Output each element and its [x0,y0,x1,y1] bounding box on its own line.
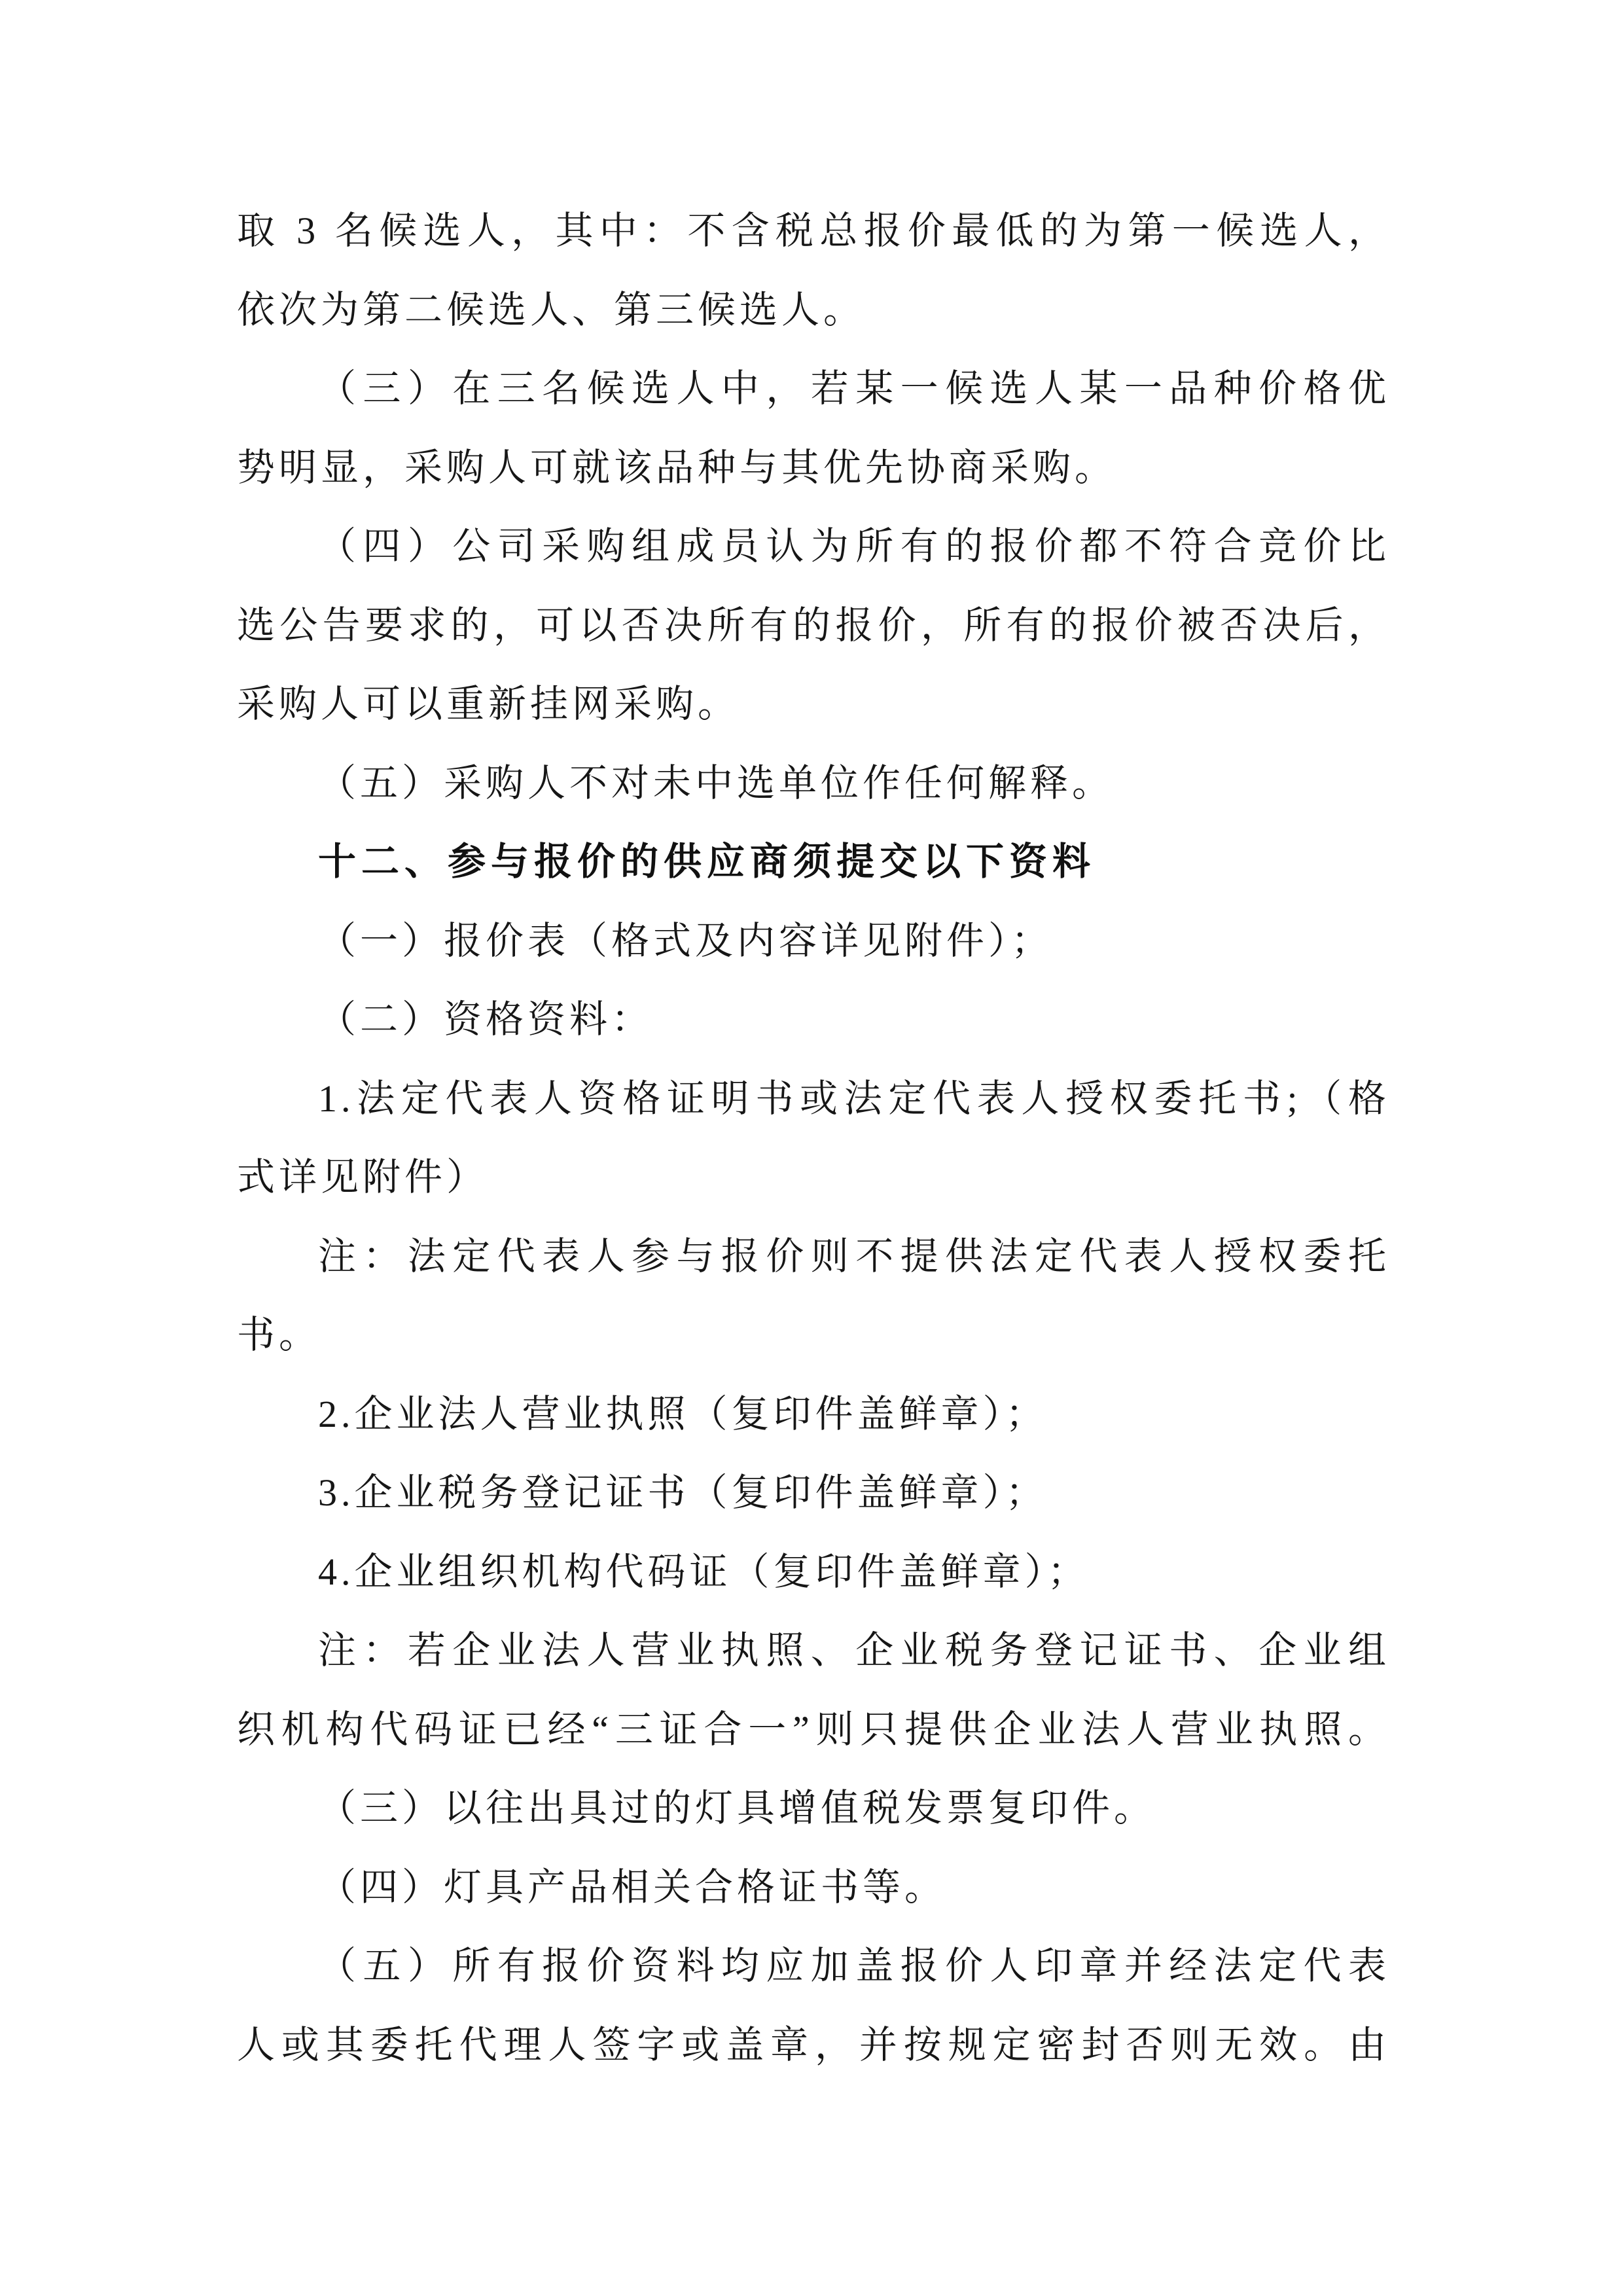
text-line: 1.法定代表人资格证明书或法定代表人授权委托书;（格 [318,1077,1390,1120]
text-line: 势明显，采购人可就该品种与其优先协商采购。 [237,446,1117,489]
text-line: 书。 [237,1314,321,1356]
text-line: 4.企业组织机构代码证（复印件盖鲜章）； [318,1550,1090,1593]
text-line: 注：若企业法人营业执照、企业税务登记证书、企业组 [318,1629,1390,1672]
text-line: （三）以往出具过的灯具增值税发票复印件。 [318,1787,1156,1829]
text-line: （五）采购人不对未中选单位作任何解释。 [318,761,1115,804]
text-line: 2.企业法人营业执照（复印件盖鲜章）； [318,1392,1048,1435]
text-line: （四）公司采购组成员认为所有的报价都不符合竞价比 [318,525,1390,567]
text-line: （一）报价表（格式及内容详见附件）； [318,919,1054,962]
text-line: （五）所有报价资料均应加盖报价人印章并经法定代表 [318,1945,1390,1987]
text-line: 采购人可以重新挂网采购。 [237,683,740,725]
text-line: （二）资格资料： [318,998,654,1041]
text-line: 注：法定代表人参与报价则不提供法定代表人授权委托 [318,1234,1390,1278]
text-line: 人或其委托代理人签字或盖章，并按规定密封否则无效。由 [237,2023,1390,2066]
text-line: 式详见附件） [237,1156,489,1198]
text-line: 取 3 名候选人，其中：不含税总报价最低的为第一候选人， [237,209,1390,252]
text-line: 选公告要求的，可以否决所有的报价，所有的报价被否决后， [237,603,1390,647]
text-line: 织机构代码证已经“三证合一”则只提供企业法人营业执照。 [237,1708,1390,1751]
text-line: 3.企业税务登记证书（复印件盖鲜章）； [318,1471,1048,1514]
text-line: 依次为第二候选人、第三候选人。 [237,288,866,331]
text-line: （四）灯具产品相关合格证书等。 [318,1865,947,1909]
section-heading: 十二、参与报价的供应商须提交以下资料 [318,840,1096,883]
text-line: （三）在三名候选人中，若某一候选人某一品种价格优 [318,367,1390,410]
